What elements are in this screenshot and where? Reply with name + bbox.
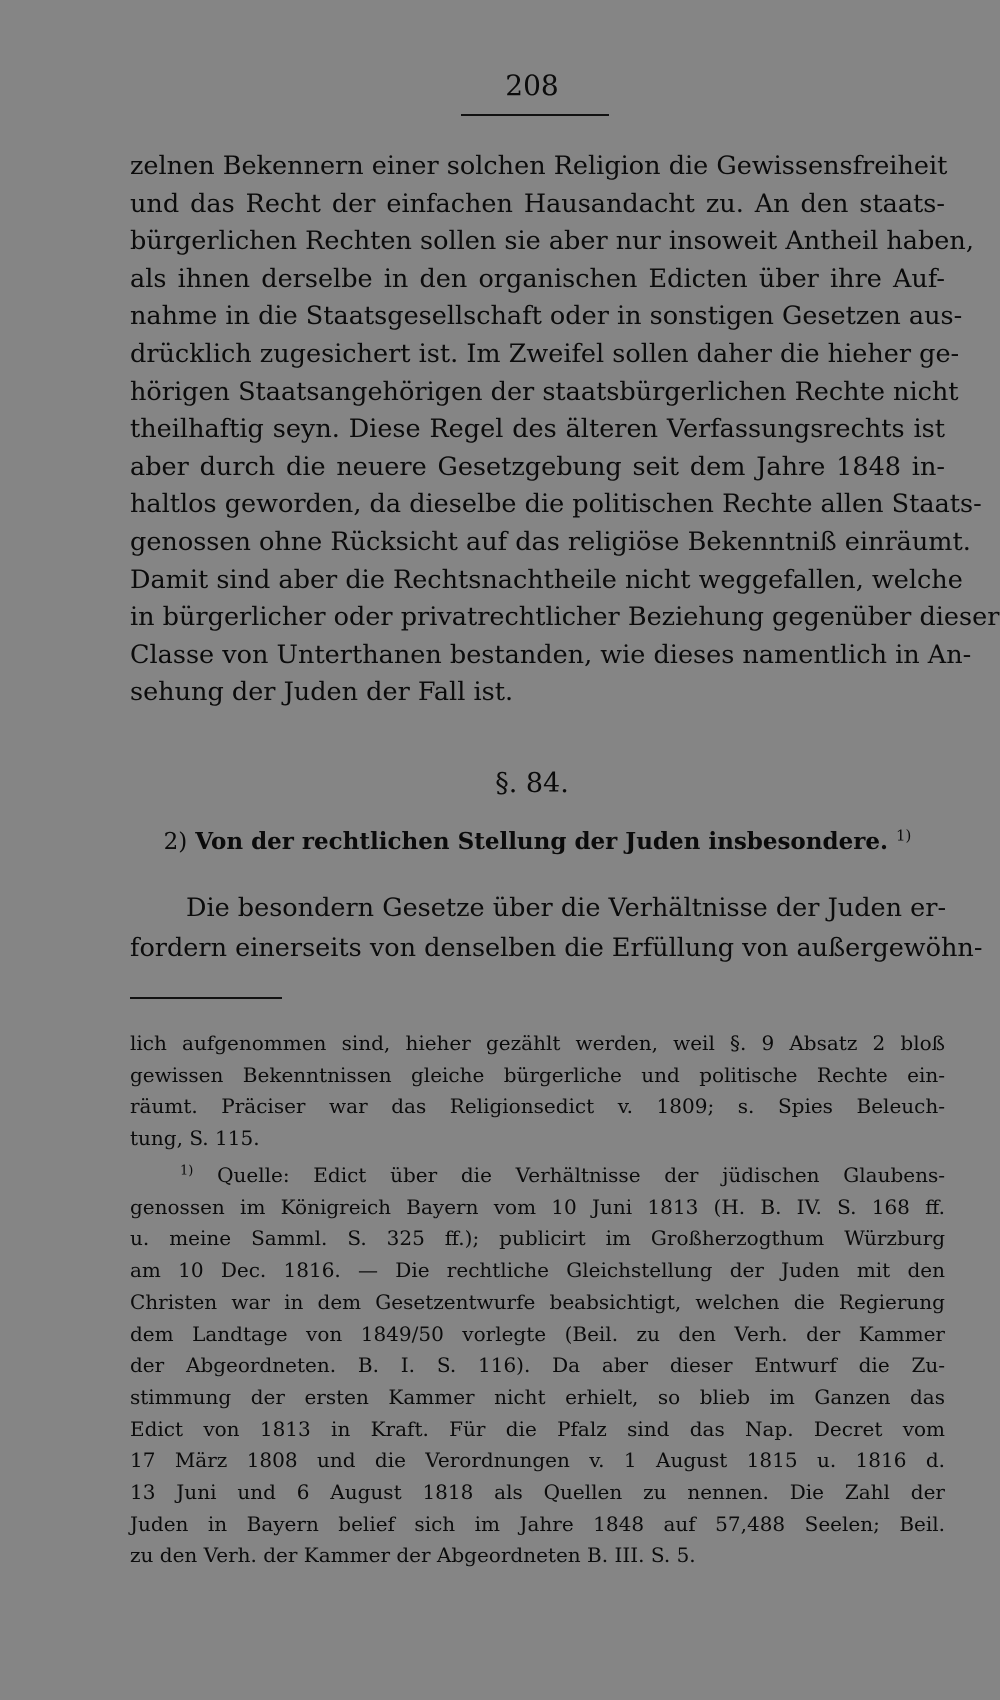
footnote-line: [130, 1160, 945, 1192]
body-line: aber durch die neuere Gesetzgebung seit dem Jahre 1848 in-: [130, 451, 945, 482]
section-line: fordern einerseits von denselben die Erfüllung von außergewöhn-: [130, 933, 983, 963]
footnote-line: zu den Verh. der Kammer der Abgeordneten B. III. S. 5.: [130, 1543, 696, 1568]
body-line: sehung der Juden der Fall ist.: [130, 677, 514, 708]
section-title-text: Von der rechtlichen Stellung der Juden insbesondere.: [195, 828, 888, 855]
footnote-marker: 1): [180, 1163, 194, 1179]
footnote-line: stimmung der ersten Kammer nicht erhielt, so blieb im Ganzen das: [130, 1384, 945, 1409]
footnote-line: Edict von 1813 in Kraft. Für die Pfalz sind das Nap. Decret vom: [130, 1416, 945, 1441]
section-title: [130, 826, 945, 858]
section-line: Die besondern Gesetze über die Verhältnisse der Juden er-: [186, 893, 947, 923]
footnote-rule: [130, 997, 282, 999]
body-line: Damit sind aber die Rechtsnachtheile nicht weggefallen, welche: [130, 564, 963, 595]
footnote-reference: 1): [895, 826, 912, 845]
body-line: in bürgerlicher oder privatrechtlicher Beziehung gegenüber dieser: [130, 602, 1000, 633]
page-number: 208: [505, 69, 559, 102]
body-line: nahme in die Staatsgesellschaft oder in sonstigen Gesetzen aus-: [130, 301, 963, 332]
body-line: genossen ohne Rücksicht auf das religiöse Bekenntniß einräumt.: [130, 526, 971, 557]
footnote-1: [130, 1160, 945, 1572]
section-heading: §. 84.: [495, 768, 569, 799]
body-line: zelnen Bekennern einer solchen Religion die Gewissensfreiheit: [130, 151, 948, 181]
footnote-line: gewissen Bekenntnissen gleiche bürgerliche und politische Rechte ein-: [130, 1062, 945, 1087]
footnote-line: dem Landtage von 1849/50 vorlegte (Beil. zu den Verh. der Kammer: [130, 1321, 945, 1346]
footnote-line: u. meine Samml. S. 325 ff.); publicirt im Großherzogthum Würzburg: [130, 1226, 945, 1251]
body-line: drücklich zugesichert ist. Im Zweifel sollen daher die hieher ge-: [130, 338, 960, 369]
body-line: Classe von Unterthanen bestanden, wie dieses namentlich in An-: [130, 639, 972, 670]
body-line: und das Recht der einfachen Hausandacht zu. An den staats-: [130, 188, 945, 219]
footnote-continuation: [130, 1028, 945, 1154]
body-line: als ihnen derselbe in den organischen Edicten über ihre Auf-: [130, 263, 945, 294]
footnote-line: 17 März 1808 und die Verordnungen v. 1 August 1815 u. 1816 d.: [130, 1448, 945, 1473]
footnote-line: am 10 Dec. 1816. — Die rechtliche Gleichstellung der Juden mit den: [130, 1258, 945, 1283]
footnote-line: Christen war in dem Gesetzentwurfe beabsichtigt, welchen die Regierung: [130, 1289, 945, 1314]
footnote-line: tung, S. 115.: [130, 1125, 260, 1150]
footnote-line: der Abgeordneten. B. I. S. 116). Da aber dieser Entwurf die Zu-: [130, 1353, 945, 1378]
body-line: bürgerlichen Rechten sollen sie aber nur insoweit Antheil haben,: [130, 226, 974, 257]
header-rule: [461, 114, 609, 116]
footnote-line: räumt. Präciser war das Religionsedict v. 1809; s. Spies Beleuch-: [130, 1094, 945, 1118]
body-line: hörigen Staatsangehörigen der staatsbürgerlichen Rechte nicht: [130, 376, 959, 407]
footnote-line: lich aufgenommen sind, hieher gezählt werden, weil §. 9 Absatz 2 bloß: [130, 1031, 945, 1055]
section-text: [130, 888, 983, 968]
body-line: theilhaftig seyn. Diese Regel des älteren Verfassungsrechts ist: [130, 414, 945, 445]
footnote-line: genossen im Königreich Bayern vom 10 Juni 1813 (H. B. IV. S. 168 ff.: [130, 1194, 945, 1219]
body-line: haltlos geworden, da dieselbe die politischen Rechte allen Staats-: [130, 489, 982, 520]
body-text: [130, 148, 1000, 712]
footnote-line: Juden in Bayern belief sich im Jahre 1848 auf 57,488 Seelen; Beil.: [130, 1511, 945, 1536]
footnote-first-line-text: Quelle: Edict über die Verhältnisse der jüdischen Glaubens-: [217, 1163, 945, 1187]
section-title-number: 2): [163, 829, 188, 855]
footnote-line: 13 Juni und 6 August 1818 als Quellen zu nennen. Die Zahl der: [130, 1480, 945, 1505]
